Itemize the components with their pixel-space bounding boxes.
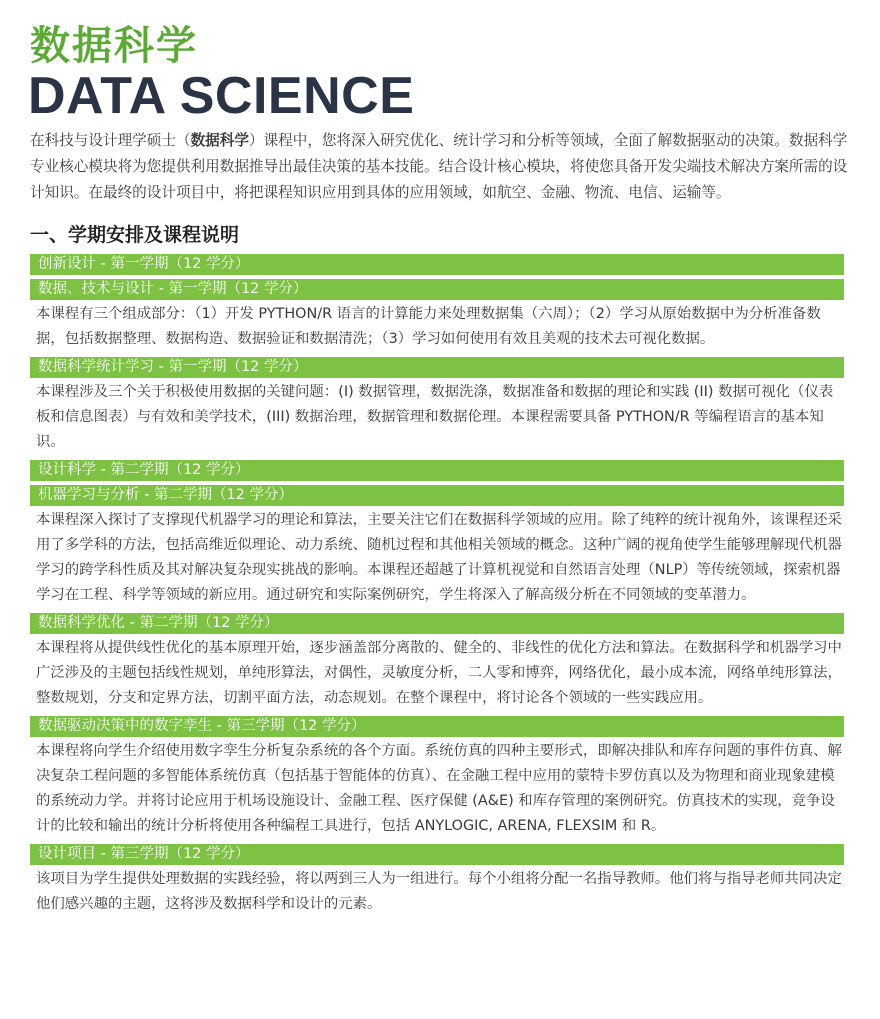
course-header: 数据科学优化 - 第二学期（12 学分） bbox=[30, 613, 844, 634]
course-header: 数据驱动决策中的数字孪生 - 第三学期（12 学分） bbox=[30, 716, 844, 737]
course-list bbox=[30, 254, 844, 922]
course-description: 本课程将从提供线性优化的基本原理开始，逐步涵盖部分离散的、健全的、非线性的优化方法和算法。在数据科学和机器学习中广泛涉及的主题包括线性规划，单纯形算法，对偶性，灵敏度分析，二人零和博弈，网络优化，最小成本流，网络单纯形算法，整数规划，分支和定界方法，切割平面方法，动态规划。在整个课程中，将讨论各个领域的一些实践应用。 bbox=[36, 640, 842, 706]
course-item bbox=[30, 613, 844, 711]
course-header: 数据、技术与设计 - 第一学期（12 学分） bbox=[30, 279, 844, 300]
course-item bbox=[30, 716, 844, 839]
course-item bbox=[30, 485, 844, 608]
course-description: 本课程深入探讨了支撑现代机器学习的理论和算法，主要关注它们在数据科学领域的应用。除了纯粹的统计视角外，该课程还采用了多学科的方法，包括高维近似理论、动力系统、随机过程和其他相关领域的概念。这种广阔的视角使学生能够理解现代机器学习的跨学科性质及其对解决复杂现实挑战的影响。本课程还超越了计算机视觉和自然语言处理（NLP）等传统领域，探索机器学习在工程、科学等领域的新应用。通过研究和实际案例研究，学生将深入了解高级分析在不同领域的变革潜力。 bbox=[36, 512, 842, 603]
course-description: 本课程涉及三个关于积极使用数据的关键问题：(I) 数据管理，数据洗涤，数据准备和数据的理论和实践 (II) 数据可视化（仪表板和信息图表）与有效和美学技术，(III) 数据治理，数据管理和数据伦理。本课程需要具备 PYTHON/R 等编程语言的基本知识。 bbox=[36, 384, 834, 450]
course-item bbox=[30, 844, 844, 917]
intro-text-start: 在科技与设计理学硕士（ bbox=[30, 132, 191, 149]
section-title: 一、学期安排及课程说明 bbox=[30, 224, 240, 246]
page-title-chinese: 数据科学 bbox=[30, 23, 198, 69]
course-item bbox=[30, 254, 844, 275]
intro-program-name: 数据科学 bbox=[190, 132, 249, 149]
course-item bbox=[30, 279, 844, 352]
course-header: 创新设计 - 第一学期（12 学分） bbox=[30, 254, 844, 275]
course-header: 数据科学统计学习 - 第一学期（12 学分） bbox=[30, 357, 844, 378]
intro-text-rest: ）课程中，您将深入研究优化、统计学习和分析等领域，全面了解数据驱动的决策。数据科学专业核心模块将为您提供利用数据推导出最佳决策的基本技能。结合设计核心模块，将使您具备开发尖端技术解决方案所需的设计知识。在最终的设计项目中，将把课程知识应用到具体的应用领域，如航空、金融、物流、电信、运输等。 bbox=[30, 132, 848, 201]
course-description: 本课程将向学生介绍使用数字孪生分析复杂系统的各个方面。系统仿真的四种主要形式，即解决排队和库存问题的事件仿真、解决复杂工程问题的多智能体系统仿真（包括基于智能体的仿真）、在金融工程中应用的蒙特卡罗仿真以及为物理和商业现象建模的系统动力学。并将讨论应用于机场设施设计、金融工程、医疗保健 (A&E) 和库存管理的案例研究。仿真技术的实现，竞争设计的比较和输出的统计分析将使用各种编程工具进行，包括 ANYLOGIC, ARENA, FLEXSIM 和 R。 bbox=[36, 743, 842, 834]
course-header: 设计项目 - 第三学期（12 学分） bbox=[30, 844, 844, 865]
page-title-english: DATA SCIENCE bbox=[28, 67, 415, 125]
course-header: 机器学习与分析 - 第二学期（12 学分） bbox=[30, 485, 844, 506]
course-description: 本课程有三个组成部分：（1）开发 PYTHON/R 语言的计算能力来处理数据集（六周）；（2）学习从原始数据中为分析准备数据，包括数据整理、数据构造、数据验证和数据清洗；（3）学习如何使用有效且美观的技术去可视化数据。 bbox=[36, 306, 821, 347]
course-item bbox=[30, 357, 844, 455]
course-header: 设计科学 - 第二学期（12 学分） bbox=[30, 460, 844, 481]
course-item bbox=[30, 460, 844, 481]
intro-paragraph bbox=[30, 128, 860, 206]
course-description: 该项目为学生提供处理数据的实践经验，将以两到三人为一组进行。每个小组将分配一名指导教师。他们将与指导老师共同决定他们感兴趣的主题，这将涉及数据科学和设计的元素。 bbox=[36, 871, 842, 912]
